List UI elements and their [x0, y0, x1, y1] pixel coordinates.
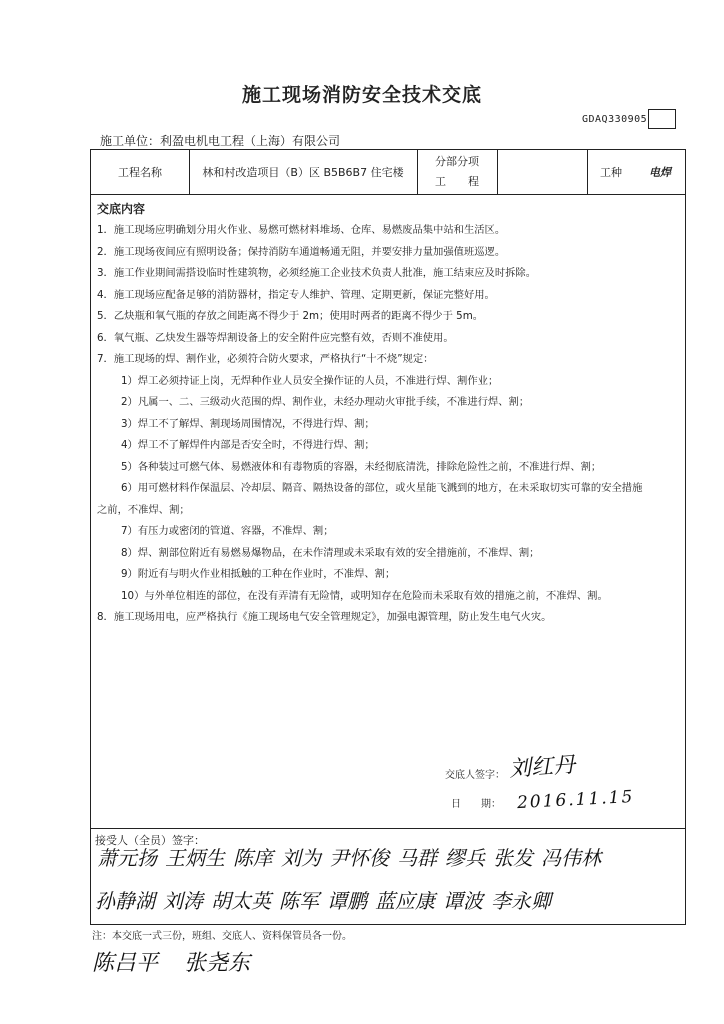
page-title: 施工现场消防安全技术交底 [241, 84, 482, 106]
receiver-signature: 刘为 [281, 846, 321, 870]
project-name-value: 林和村改造项目（B）区 B5B6B7 住宅楼 [202, 166, 404, 179]
date-block [451, 786, 635, 814]
doc-code-box [648, 109, 676, 129]
content-title: 交底内容 [97, 202, 146, 216]
discloser-signature: 刘红丹 [508, 752, 576, 783]
receiver-signature: 刘涛 [163, 889, 203, 913]
sub-item-4: 4）焊工不了解焊件内部是否安全时，不得进行焊、割； [121, 439, 375, 451]
sub-project-label [417, 150, 497, 194]
item-3: 3．施工作业期间需搭设临时性建筑物，必须经施工企业技术负责人批准，施工结束应及时拆除。 [97, 267, 537, 279]
construction-unit: 施工单位：利盈电机电工程（上海）有限公司 [100, 134, 341, 148]
receiver-signature: 谭波 [443, 889, 483, 913]
receivers-extra-row [92, 946, 258, 977]
item-1: 1．施工现场应明确划分用火作业、易燃可燃材料堆场、仓库、易燃废品集中站和生活区。 [97, 224, 506, 236]
craft-label: 工种 [600, 166, 622, 179]
receiver-signature: 王炳生 [165, 846, 225, 870]
receiver-signature: 陈庠 [233, 846, 273, 870]
date-value: 2016.11.15 [516, 786, 635, 814]
disclosure-items [97, 220, 681, 629]
date-label: 日 期： [451, 799, 501, 810]
craft-value: 电焊 [649, 166, 671, 179]
sub-item-6: 6）用可燃材料作保温层、冷却层、隔音、隔热设备的部位，或火星能飞溅到的地方，在未采取切实可靠的安全措施 [121, 482, 643, 494]
receiver-signature: 萧元扬 [97, 846, 157, 870]
distribution-note: 注：本交底一式三份，班组、交底人、资料保管员各一份。 [92, 931, 352, 942]
sub-item-7: 7）有压力或密闭的管道、容器，不准焊、割； [121, 525, 334, 537]
doc-code-block [582, 109, 676, 129]
receiver-signature: 张尧东 [184, 951, 251, 976]
receivers-row-2 [91, 885, 685, 914]
sub-project-value [497, 150, 587, 194]
receiver-signature: 冯伟林 [541, 846, 601, 870]
sub-item-3: 3）焊工不了解焊、割现场周围情况，不得进行焊、割； [121, 417, 375, 430]
sub-item-10: 10）与外单位相连的部位，在没有弄清有无险情，或明知存在危险而未采取有效的措施之前，不准焊、割。 [121, 589, 608, 602]
receiver-signature: 谭鹏 [327, 889, 367, 913]
receiver-signature: 李永卿 [491, 889, 551, 913]
receiver-signature: 孙静湖 [95, 889, 155, 913]
doc-code: GDAQ330905 [582, 113, 648, 125]
item-5: 5．乙炔瓶和氧气瓶的存放之间距离不得少于 2m；使用时两者的距离不得少于 5m。 [97, 310, 484, 322]
item-2: 2．施工现场夜间应有照明设备；保持消防车通道畅通无阻，并要安排力量加强值班巡逻。 [97, 245, 506, 258]
discloser-label: 交底人签字： [445, 770, 505, 781]
receiver-signature: 陈军 [279, 889, 319, 913]
receiver-signature: 尹怀俊 [329, 846, 389, 870]
item-4: 4．施工现场应配备足够的消防器材，指定专人维护、管理、定期更新，保证完整好用。 [97, 288, 495, 301]
receiver-signature: 缪兵 [445, 846, 485, 870]
sub-item-5: 5）各种装过可燃气体、易燃液体和有毒物质的容器，未经彻底清洗，排除危险性之前，不准进行焊、割； [121, 460, 602, 473]
receiver-signature: 胡太英 [211, 889, 271, 913]
sub-project-label-line1: 分部分项 [435, 155, 479, 168]
receivers-row-1 [91, 842, 685, 871]
receiver-signature: 张发 [493, 846, 533, 870]
receiver-signature: 陈吕平 [92, 951, 159, 976]
form-header-row [91, 150, 685, 195]
sub-item-1: 1）焊工必须持证上岗，无焊种作业人员安全操作证的人员，不准进行焊、割作业； [121, 374, 499, 387]
discloser-signature-block [445, 750, 575, 781]
sub-item-9: 9）附近有与明火作业相抵触的工种在作业时，不准焊、割； [121, 568, 396, 580]
receiver-signature: 蓝应康 [375, 889, 435, 913]
signature-divider [91, 828, 685, 829]
sub-item-6-cont: 之前，不准焊、割； [97, 503, 190, 516]
sub-item-8: 8）焊、割部位附近有易燃易爆物品，在未作清理或未采取有效的安全措施前，不准焊、割； [121, 546, 540, 559]
receiver-signature: 马群 [397, 846, 437, 870]
item-6: 6．氧气瓶、乙炔发生器等焊割设备上的安全附件应完整有效，否则不准使用。 [97, 331, 454, 344]
disclosure-form [90, 149, 686, 925]
item-8: 8．施工现场用电，应严格执行《施工现场电气安全管理规定》，加强电源管理，防止发生电气火灾。 [97, 611, 552, 623]
sub-item-2: 2）凡属一、二、三级动火范围的焊、割作业，未经办理动火审批手续，不准进行焊、割； [121, 396, 530, 408]
project-name-label: 工程名称 [118, 166, 162, 179]
receivers-label: 接受人（全员）签字： [95, 834, 205, 847]
item-7: 7．施工现场的焊、割作业，必须符合防火要求，严格执行“十不烧”规定： [97, 353, 434, 365]
sub-project-label-line2: 工 程 [435, 175, 479, 188]
